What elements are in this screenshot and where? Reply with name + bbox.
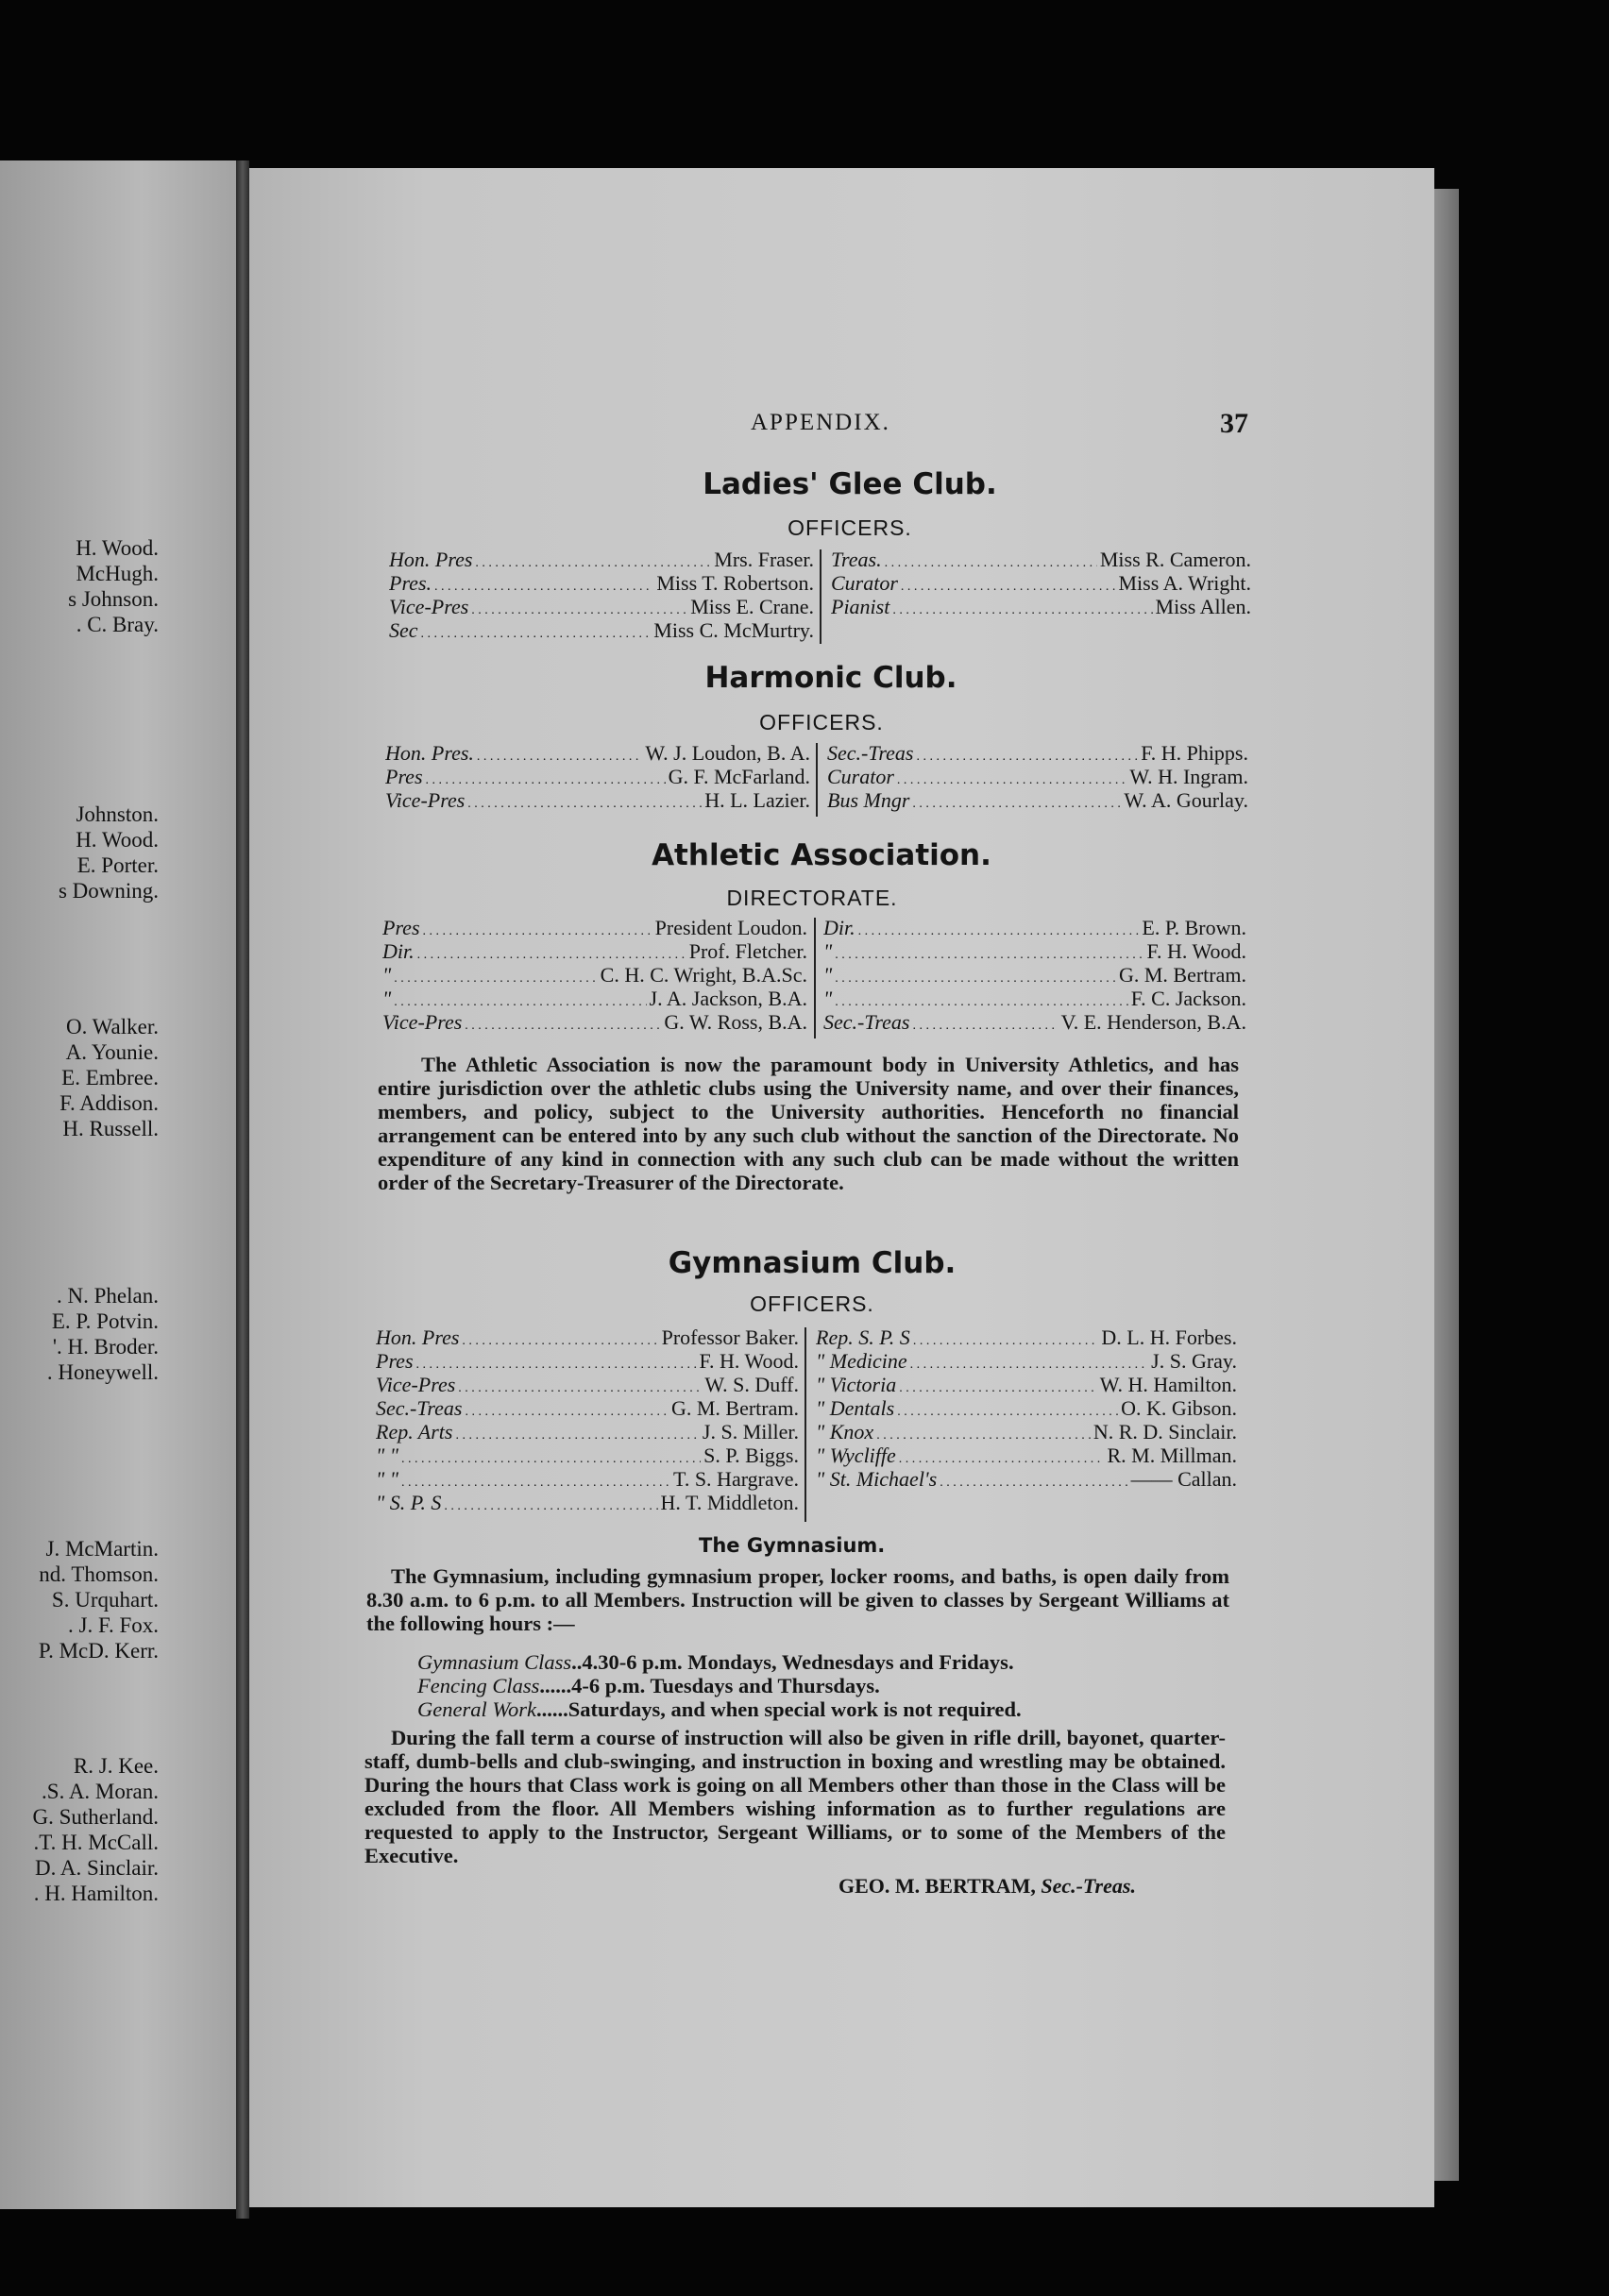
officer-row (389, 548, 814, 571)
leader-dots (426, 765, 666, 788)
officer-role: " Wycliffe (816, 1443, 896, 1467)
officer-row (831, 548, 1251, 571)
officer-row (376, 1420, 799, 1443)
officer-role: " (823, 939, 833, 963)
leader-dots (394, 987, 646, 1010)
officer-role: Treas. (831, 548, 882, 571)
leader-dots (423, 916, 652, 939)
leader-dots (916, 741, 1138, 765)
leader-dots (421, 618, 652, 642)
officers-right-athletic (823, 916, 1246, 1034)
schedule-days: Saturdays, and when special work is not required. (567, 1697, 1022, 1721)
officer-role: Hon. Pres (389, 548, 473, 571)
officer-row (376, 1491, 799, 1514)
officer-name: J. S. Miller. (702, 1420, 799, 1443)
officer-role: Vice-Pres (382, 1010, 463, 1034)
officer-row (827, 765, 1248, 788)
left-page-name: H. Russell. (62, 1117, 159, 1140)
officer-name: H. L. Lazier. (704, 788, 810, 812)
officer-name: Miss R. Cameron. (1099, 548, 1251, 571)
leader-dots (899, 1443, 1105, 1467)
left-page-name: A. Younie. (65, 1040, 159, 1064)
leader-dots (897, 1396, 1118, 1420)
officer-row (816, 1467, 1237, 1491)
officer-name: President Loudon. (654, 916, 807, 939)
officer-role: " " (376, 1443, 398, 1467)
left-page-name: Johnston. (76, 802, 159, 826)
leader-dots (462, 1325, 658, 1349)
schedule-time: 4-6 p.m. (571, 1674, 646, 1697)
officer-row (816, 1325, 1237, 1349)
officer-name: Miss Allen. (1155, 595, 1251, 618)
officer-role: Sec (389, 618, 418, 642)
left-page-name: S. Urquhart. (51, 1588, 159, 1612)
schedule-sep: ...... (536, 1697, 568, 1721)
officer-role: " (382, 987, 392, 1010)
officers-left-harmonic (385, 741, 810, 812)
officer-row (816, 1396, 1237, 1420)
officer-role: " Dentals (816, 1396, 895, 1420)
leader-dots (465, 1010, 661, 1034)
leader-dots (835, 963, 1116, 987)
officer-name: F. H. Wood. (1146, 939, 1246, 963)
officer-role: Curator (827, 765, 894, 788)
officer-role: Pres (385, 765, 423, 788)
officer-name: F. C. Jackson. (1130, 987, 1246, 1010)
column-divider (814, 918, 816, 1038)
officer-role: " Knox (816, 1420, 874, 1443)
officer-role: Rep. S. P. S (816, 1325, 910, 1349)
officer-role: Sec.-Treas (827, 741, 914, 765)
left-page-name: H. Wood. (76, 828, 159, 852)
officer-row (831, 595, 1251, 618)
officer-row (823, 1010, 1246, 1034)
officer-role: " (382, 963, 392, 987)
page-number: 37 (1220, 408, 1248, 439)
leader-dots (417, 939, 686, 963)
leader-dots (901, 571, 1116, 595)
leader-dots (455, 1420, 699, 1443)
officer-role: Hon. Pres (376, 1325, 460, 1349)
officer-row (385, 788, 810, 812)
schedule-class: Fencing Class (417, 1674, 540, 1697)
section-subtitle-gymnasium-club: OFFICERS. (750, 1292, 874, 1316)
schedule-class: General Work (417, 1697, 537, 1721)
officer-name: F. H. Phipps. (1141, 741, 1248, 765)
officer-role: Dir. (382, 939, 415, 963)
schedule-time: 4.30-6 p.m. (582, 1650, 683, 1674)
schedule-days: Tuesdays and Thursdays. (650, 1674, 880, 1697)
leader-dots (913, 1325, 1099, 1349)
gymnasium-paragraph-1: The Gymnasium, including gymnasium proper, locker rooms, and baths, is open daily from 8.30 a.m. to 6 p.m. to all Members. Instruction will be given to classes by Sergeant Williams at the following hours :— (366, 1564, 1229, 1635)
leader-dots (912, 788, 1121, 812)
leader-dots (477, 741, 643, 765)
officer-name: Mrs. Fraser. (714, 548, 814, 571)
section-subtitle-harmonic: OFFICERS. (759, 710, 884, 734)
officer-role: Hon. Pres. (385, 741, 474, 765)
officer-row (376, 1325, 799, 1349)
left-page-name: E. Porter. (76, 853, 159, 877)
left-page-name: . Honeywell. (46, 1360, 159, 1384)
officer-row (382, 916, 807, 939)
officer-row (385, 741, 810, 765)
leader-dots (416, 1349, 697, 1373)
officer-row (827, 741, 1248, 765)
officer-name: J. S. Gray. (1151, 1349, 1237, 1373)
officer-row (816, 1443, 1237, 1467)
schedule-class: Gymnasium Class (417, 1650, 572, 1674)
column-divider (816, 743, 818, 817)
officer-row (816, 1373, 1237, 1396)
section-subtitle-ladies-glee: OFFICERS. (788, 515, 912, 540)
left-page-name: nd. Thomson. (39, 1562, 159, 1586)
officer-row (382, 939, 807, 963)
left-page-name: J. McMartin. (45, 1537, 159, 1561)
officer-role: " (823, 987, 833, 1010)
left-page-name: E. P. Potvin. (51, 1309, 159, 1333)
officer-role: Curator (831, 571, 898, 595)
officer-name: G. M. Bertram. (670, 1396, 799, 1420)
left-page-name: . C. Bray. (76, 613, 159, 636)
leader-dots (471, 595, 687, 618)
officer-name: G. W. Ross, B.A. (664, 1010, 807, 1034)
officer-name: Miss C. McMurtry. (653, 618, 814, 642)
officer-name: W. S. Duff. (704, 1373, 799, 1396)
leader-dots (912, 1010, 1058, 1034)
officer-role: " " (376, 1467, 398, 1491)
leader-dots (394, 963, 597, 987)
signature (838, 1874, 1136, 1899)
leader-dots (910, 1349, 1149, 1373)
officer-name: Miss A. Wright. (1118, 571, 1251, 595)
leader-dots (467, 788, 702, 812)
left-page-name: . H. Hamilton. (33, 1882, 159, 1905)
officer-row (831, 571, 1251, 595)
officer-row (376, 1349, 799, 1373)
left-page-name: G. Sutherland. (32, 1805, 159, 1829)
officer-name: —— Callan. (1130, 1467, 1237, 1491)
left-page-name: R. J. Kee. (73, 1754, 159, 1778)
officers-right-harmonic (827, 741, 1248, 812)
officer-name: J. A. Jackson, B.A. (649, 987, 807, 1010)
officer-row (382, 1010, 807, 1034)
schedule-sep: .. (571, 1650, 583, 1674)
leader-dots (897, 765, 1126, 788)
officer-name: Professor Baker. (661, 1325, 799, 1349)
officer-row (823, 963, 1246, 987)
officer-row (823, 987, 1246, 1010)
officer-name: V. E. Henderson, B.A. (1060, 1010, 1246, 1034)
left-page-name: . N. Phelan. (57, 1284, 159, 1308)
officer-role: Pres (382, 916, 420, 939)
leader-dots (458, 1373, 702, 1396)
section-title-gymnasium-club: Gymnasium Club. (668, 1246, 957, 1280)
officer-name: R. M. Millman. (1107, 1443, 1237, 1467)
officer-role: " Medicine (816, 1349, 907, 1373)
column-divider (820, 549, 821, 644)
section-subtitle-athletic: DIRECTORATE. (726, 886, 898, 910)
officer-row (816, 1420, 1237, 1443)
officer-row (382, 963, 807, 987)
officer-name: N. R. D. Sinclair. (1092, 1420, 1237, 1443)
officer-role: Pres (376, 1349, 414, 1373)
leader-dots (475, 548, 711, 571)
officer-role: " Victoria (816, 1373, 897, 1396)
officer-row (816, 1349, 1237, 1373)
running-head: APPENDIX. (751, 410, 890, 435)
officer-name: W. A. Gourlay. (1124, 788, 1248, 812)
schedule-row (417, 1697, 1022, 1722)
officers-left-gymnasium-club (376, 1325, 799, 1514)
officer-name: Prof. Fletcher. (688, 939, 807, 963)
officer-name: G. F. McFarland. (668, 765, 810, 788)
officer-role: Pres. (389, 571, 432, 595)
officers-right-ladies-glee (831, 548, 1251, 618)
officer-role: Vice-Pres (385, 788, 466, 812)
officer-role: Vice-Pres (389, 595, 469, 618)
officer-name: O. K. Gibson. (1121, 1396, 1237, 1420)
officer-role: Vice-Pres (376, 1373, 456, 1396)
left-page-name: D. A. Sinclair. (35, 1856, 159, 1880)
page-edge (1434, 189, 1459, 2181)
officer-role: " S. P. S (376, 1491, 442, 1514)
officer-role: Sec.-Treas (376, 1396, 463, 1420)
officer-name: D. L. H. Forbes. (1101, 1325, 1237, 1349)
officer-name: W. J. Loudon, B. A. (645, 741, 810, 765)
leader-dots (465, 1396, 669, 1420)
officer-name: F. H. Wood. (699, 1349, 799, 1373)
left-page-name: .S. A. Moran. (42, 1780, 159, 1803)
officer-role: Rep. Arts (376, 1420, 453, 1443)
leader-dots (434, 571, 653, 595)
officer-name: G. M. Bertram. (1118, 963, 1246, 987)
left-page-name: H. Wood. (76, 536, 159, 560)
officer-row (385, 765, 810, 788)
column-divider (804, 1327, 806, 1522)
officer-name: Miss E. Crane. (690, 595, 814, 618)
officer-name: W. H. Ingram. (1129, 765, 1248, 788)
officer-role: Sec.-Treas (823, 1010, 910, 1034)
officer-role: Pianist (831, 595, 890, 618)
officer-name: W. H. Hamilton. (1099, 1373, 1237, 1396)
officer-role: Bus Mngr (827, 788, 910, 812)
officer-row (389, 595, 814, 618)
officer-role: Dir. (823, 916, 855, 939)
officer-role: " St. Michael's (816, 1467, 938, 1491)
leader-dots (401, 1467, 670, 1491)
section-title-harmonic: Harmonic Club. (704, 661, 957, 695)
officer-row (827, 788, 1248, 812)
left-page-name: . J. F. Fox. (68, 1613, 159, 1637)
officers-left-athletic (382, 916, 807, 1034)
officer-row (823, 916, 1246, 939)
officers-right-gymnasium-club (816, 1325, 1237, 1491)
schedule-days: Mondays, Wednesdays and Fridays. (687, 1650, 1014, 1674)
officer-name: T. S. Hargrave. (673, 1467, 799, 1491)
athletic-paragraph: The Athletic Association is now the paramount body in University Athletics, and has entire jurisdiction over the athletic clubs using the University name, and over their finances, members, and policy, subject to the University authorities. Henceforth no financial arrangement can be entered into by any such club without the sanction of the Directorate. No expenditure of any kind in connection with any such club can be made without the written order of the Secretary-Treasurer of the Directorate. (378, 1053, 1239, 1194)
signature-name: GEO. M. BERTRAM, (838, 1874, 1036, 1898)
officer-row (376, 1396, 799, 1420)
officer-name: H. T. Middleton. (660, 1491, 799, 1514)
gymnasium-subtitle: The Gymnasium. (699, 1534, 886, 1557)
section-title-ladies-glee: Ladies' Glee Club. (703, 467, 997, 501)
left-page-name: O. Walker. (65, 1015, 159, 1038)
gymnasium-paragraph-2: During the fall term a course of instruction will also be given in rifle drill, bayonet, quarter-staff, dumb-bells and club-swinging, and instruction in boxing and wrestling may be obtained. During the hours that Class work is going on all Members other than those in the Class will be excluded from the floor. All Members wishing information as to further regulations are requested to apply to the Instructor, Sergeant Williams, or to some of the Members of the Executive. (364, 1726, 1226, 1867)
schedule-row (417, 1650, 1014, 1675)
left-page-name: E. Embree. (61, 1066, 159, 1089)
left-page-name: P. McD. Kerr. (38, 1639, 159, 1663)
left-page-name: F. Addison. (59, 1091, 159, 1115)
leader-dots (858, 916, 1140, 939)
leader-dots (835, 987, 1127, 1010)
officer-name: C. H. C. Wright, B.A.Sc. (600, 963, 807, 987)
leader-dots (940, 1467, 1127, 1491)
schedule-row (417, 1674, 880, 1698)
signature-role: Sec.-Treas. (1041, 1874, 1136, 1898)
officer-row (389, 618, 814, 642)
left-page-name: .T. H. McCall. (33, 1831, 159, 1854)
leader-dots (892, 595, 1152, 618)
book-gutter (236, 160, 249, 2219)
leader-dots (835, 939, 1143, 963)
leader-dots (899, 1373, 1097, 1396)
officer-row (823, 939, 1246, 963)
officer-name: Miss T. Robertson. (656, 571, 814, 595)
officer-row (389, 571, 814, 595)
officer-role: " (823, 963, 833, 987)
left-page-name: '. H. Broder. (52, 1335, 159, 1359)
left-page-name: s Downing. (58, 879, 159, 903)
left-page-name: McHugh. (76, 562, 159, 585)
leader-dots (401, 1443, 701, 1467)
leader-dots (885, 548, 1097, 571)
left-page-name: s Johnson. (68, 587, 159, 611)
officer-name: E. P. Brown. (1142, 916, 1246, 939)
officer-row (376, 1443, 799, 1467)
officers-left-ladies-glee (389, 548, 814, 642)
officer-name: S. P. Biggs. (703, 1443, 799, 1467)
leader-dots (876, 1420, 1091, 1443)
leader-dots (444, 1491, 657, 1514)
schedule-sep: ...... (539, 1674, 572, 1697)
officer-row (382, 987, 807, 1010)
section-title-athletic: Athletic Association. (652, 838, 991, 872)
officer-row (376, 1373, 799, 1396)
officer-row (376, 1467, 799, 1491)
